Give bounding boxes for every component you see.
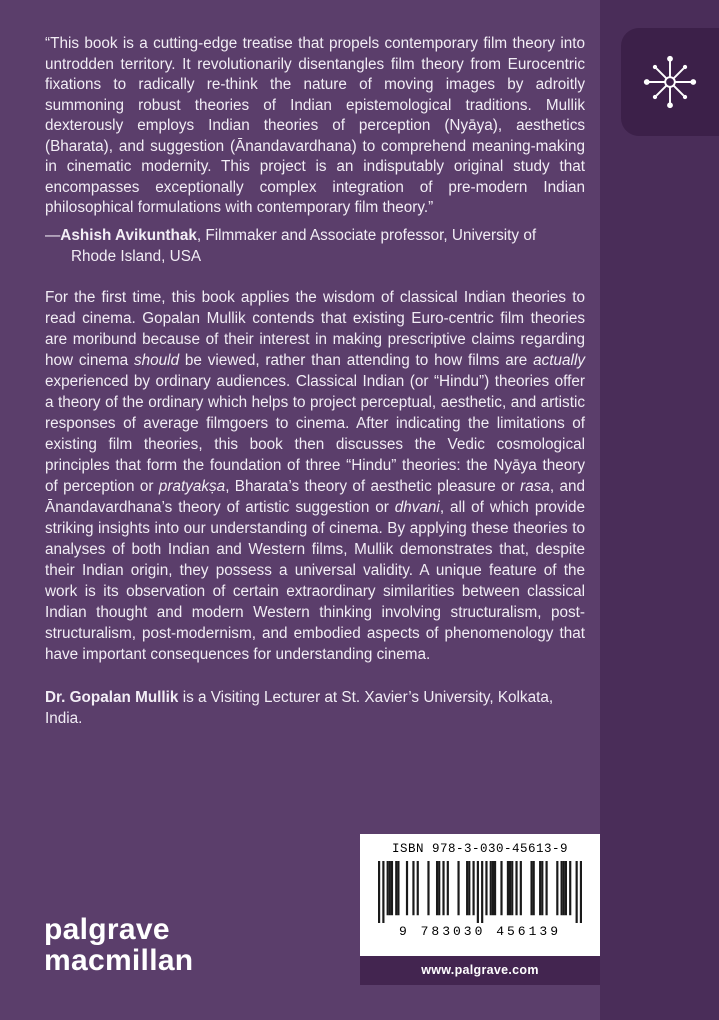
attribution-dash: — <box>45 226 61 244</box>
side-strip <box>600 0 719 1020</box>
publisher-wordmark <box>44 914 193 976</box>
barcode-bars <box>378 861 582 923</box>
publisher-logo-box <box>621 28 719 136</box>
publisher-name-line1: palgrave <box>44 913 170 946</box>
isbn-label: ISBN 978-3-030-45613-9 <box>391 842 569 856</box>
publisher-name-line2: macmillan <box>44 944 194 977</box>
attribution-role: , Filmmaker and Associate professor, University of Rhode Island, USA <box>71 226 537 265</box>
endorsement-quote: “This book is a cutting-edge treatise that propels contemporary film theory into untrodden territory. It revolutionarily disentangles film theory from Eurocentric fixations to radically re-think the nature of moving images by adroitly summoning robust theories of Indian epistemological traditions. Mullik dexterously employs Indian theories of perception (Nyāya), aesthetics (Bharata), and suggestion (Ānandavardhana) to comprehend meaning-making in cinematic modernity. This project is an indisputably original study that encompasses exceptionally complex integration of pre-modern Indian philosophical formulations with contemporary film theory.” <box>45 35 585 216</box>
book-description: For the first time, this book applies the wisdom of classical Indian theories to read cinema. Gopalan Mullik contends that existing Euro-centric film theories are moribund because of their interest in making prescriptive claims regarding how cinema should be viewed, rather than attending to how films are actually experienced by ordinary audiences. Classical Indian (or “Hindu”) theories offer a theory of the ordinary which helps to project perceptual, aesthetic, and artistic responses of average filmgoers to cinema. After indicating the limitations of existing film theories, this book then discusses the Vedic cosmological principles that form the foundation of three “Hindu” theories: the Nyāya theory of perception or pratyakṣa, Bharata’s theory of aesthetic pleasure or rasa, and Ānandavardhana’s theory of artistic suggestion or dhvani, all of which provide striking insights into our understanding of cinema. By applying these theories to analyses of both Indian and Western films, Mullik demonstrates that, despite their Indian origin, they possess a universal validity. A unique feature of the work is its observation of certain extraordinary similarities between classical Indian thought and modern Western thinking involving structuralism, post-structuralism, post-modernism, and embodied aspects of phenomenology that have important consequences for understanding cinema. <box>45 288 586 663</box>
barcode-digits: 9 783030 456139 <box>398 924 562 939</box>
author-name: Dr. Gopalan Mullik <box>45 688 179 706</box>
barcode-panel <box>360 834 600 985</box>
cover-text-column <box>45 34 585 729</box>
publisher-website: www.palgrave.com <box>360 956 600 985</box>
attribution-name: Ashish Avikunthak <box>60 226 197 244</box>
author-bio <box>45 687 585 729</box>
author-bio-rest: is a Visiting Lecturer at St. Xavier’s University, Kolkata, India. <box>45 688 554 727</box>
endorsement-attribution <box>45 225 585 267</box>
palgrave-star-icon <box>639 51 701 113</box>
